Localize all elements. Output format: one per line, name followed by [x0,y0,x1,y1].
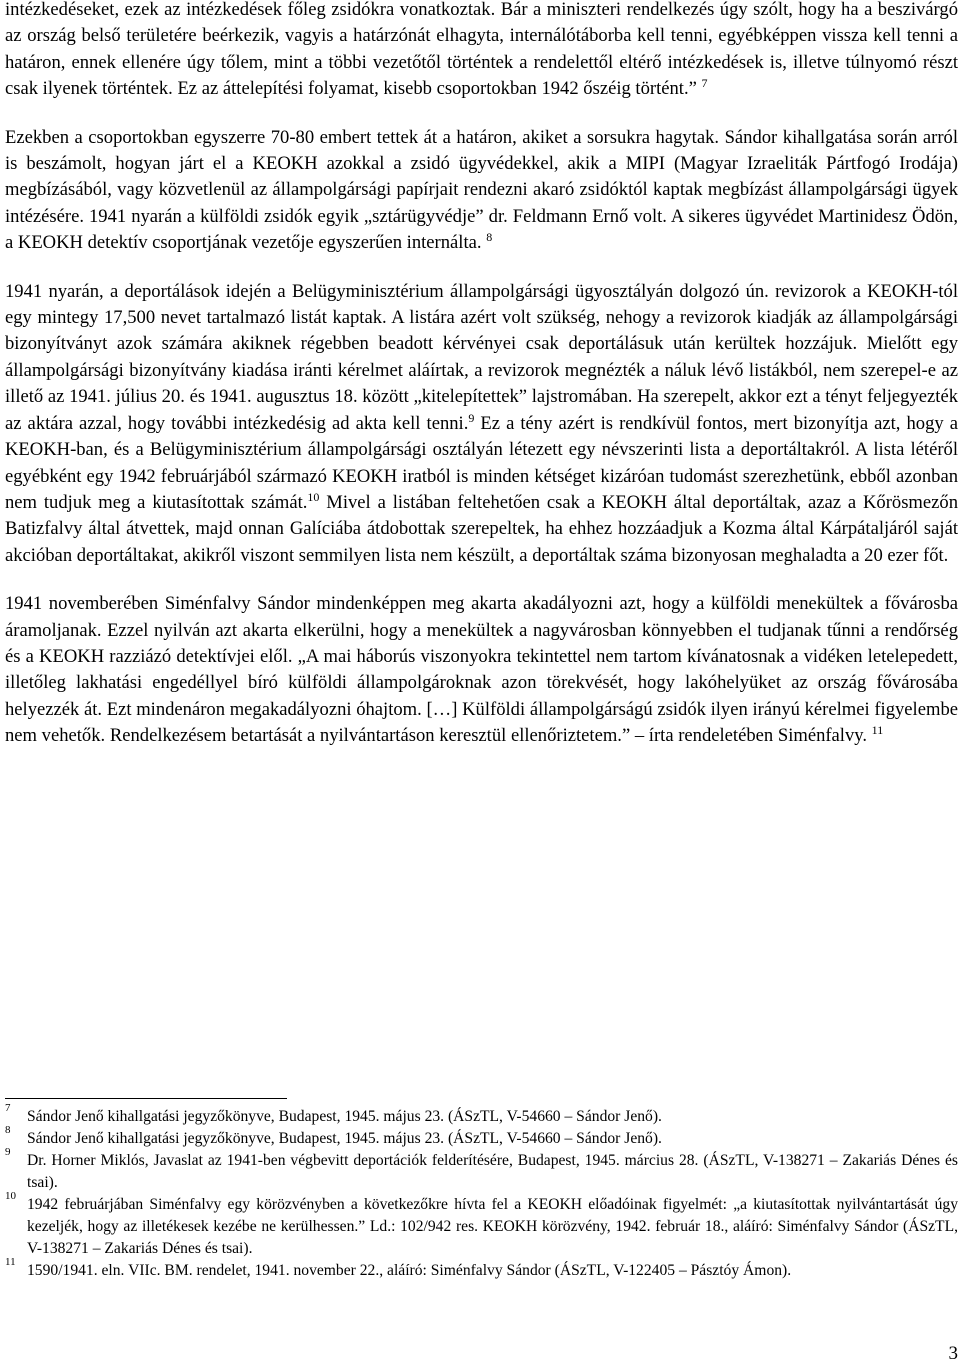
footnote-number: 9 [5,1146,11,1158]
footnote-ref-10: 10 [307,489,320,504]
footnote-8 [5,1124,958,1150]
footnote-11 [5,1256,958,1282]
footnote-ref-8: 8 [486,230,493,245]
footnote-9 [5,1146,958,1194]
footnote-7 [5,1102,958,1128]
page-number: 3 [948,1343,958,1364]
paragraph-3-text-cont2: Mivel a listában feltehetően csak a KEOKH által deportáltak, azaz a Kőrösmezőn Batizfalvy által átvettek, majd onnan Galíciába átdobottak szerepeltek, ha ehhez hozzáadjuk a Kozma által Kárpátaljáról saját akcióban deportáltakat, akikről viszont semmilyen lista nem készült, a deportáltak száma bizonyosan meghaladta a 20 ezer főt. [5,491,958,566]
footnote-number: 10 [5,1190,16,1202]
footnote-text: 1942 februárjában Siménfalvy egy körözvényben a következőkre hívta fel a KEOKH előadóinak figyelmét: „a kiutasítottak nyilvántartását úgy kezeljék, hogy az illetékesek kezébe ne kerülhessen.” Ld.: 102/942 res. KEOKH körözvény, 1942. február 18., aláíró: Siménfalvy Sándor (ÁSzTL, V-138271 – Zakariás Dénes és tsai). [27,1196,958,1257]
paragraph-3 [5,279,958,569]
paragraph-1-text: intézkedéseket, ezek az intézkedések főleg zsidókra vonatkoztak. Bár a miniszteri rendelkezés úgy szólt, hogy ha a beszivárgó az ország belső területére beérkezik, vagyis a határzónát elhagyta, internálótáborba kell tenni, egyébképpen vissza kell tenni a határon, ennek ellenére úgy tőlem, mint a többi vezetőtől történtek a rendelettől eltérő intézkedések is, illetve túlnyomó részt csak ilyenek történtek. Ez az áttelepítési folyamat, kisebb csoportokban 1942 őszéig történt.” [5,0,958,100]
footnote-10 [5,1190,958,1260]
footnotes [5,1102,958,1282]
footnote-ref-7: 7 [701,76,708,91]
paragraph-4-text: 1941 novemberében Siménfalvy Sándor mindenképpen meg akarta akadályozni azt, hogy a külföldi menekültek a fővárosba áramoljanak. Ezzel nyilván azt akarta elkerülni, hogy a menekültek a nagyvárosban könnyebben el tudjanak tűnni a rendőrség és a KEOKH razziázó detektívjei elől. „A mai háborús viszonyokra tekintettel nem tartom kívánatosnak a vidéken letelepedett, illetőleg lakhatási engedéllyel bíró külföldi állampolgároknak azon törekvését, hogy lakóhelyüket az ország fővárosába helyezzék át. Ezt mindenáron megakadályozni óhajtom. […] Külföldi állampolgárságú zsidók ilyen irányú kérelmei figyelembe nem vehetők. Rendelkezésem betartását a nyilvántartáson keresztül ellenőriztetem.” – írta rendeletében Siménfalvy. [5,593,958,747]
footnote-text: Dr. Horner Miklós, Javaslat az 1941-ben végbevitt deportációk felderítésére, Budapest, 1945. március 28. (ÁSzTL, V-138271 – Zakariás Dénes és tsai). [27,1152,958,1191]
footnote-number: 7 [5,1102,11,1114]
paragraph-2-text: Ezekben a csoportokban egyszerre 70-80 embert tettek át a határon, akiket a sorsukra hagytak. Sándor kihallgatása során arról is beszámolt, hogyan járt el a KEOKH azokkal a zsidó ügyvédekkel, akik a MIPI (Magyar Izraeliták Pártfogó Irodája) megbízásából, vagy közvetlenül az állampolgársági papírjait rendezni akaró zsidóktól kaptak megbízást állampolgársági ügyek intézésére. 1941 nyarán a külföldi zsidók egyik „sztárügyvédje” dr. Feldmann Ernő volt. A sikeres ügyvédet Martinidesz Ödön, a KEOKH detektív csoportjának vezetője egyszerűen internálta. [5,126,958,254]
footnote-text: Sándor Jenő kihallgatási jegyzőkönyve, Budapest, 1945. május 23. (ÁSzTL, V-54660 – Sándor Jenő). [27,1108,662,1125]
paragraph-4 [5,591,958,749]
footnote-text: 1590/1941. eln. VIIc. BM. rendelet, 1941. november 22., aláíró: Siménfalvy Sándor (ÁSzTL, V-122405 – Pásztóy Ámon). [27,1262,792,1279]
footnote-number: 11 [5,1256,16,1268]
paragraph-1 [5,0,958,103]
paragraph-2 [5,125,958,257]
footnote-separator [5,1098,287,1099]
footnote-number: 8 [5,1124,11,1136]
footnote-ref-9: 9 [468,410,475,425]
paragraph-3-text: 1941 nyarán, a deportálások idején a Belügyminisztérium állampolgársági ügyosztályán dolgozó ún. revizorok a KEOKH-tól egy mintegy 17,500 nevet tartalmazó listát kaptak. A listára azért volt szükség, nehogy a revizorok kiadják az állampolgársági bizonyítványt azok számára akiknek régebben beadott kérvényei csak deportálásuk után kerültek hozzájuk. Mielőtt egy állampolgársági bizonyítvány kiadása iránti kérelmet aláírtak, a revizorok megnézték a náluk lévő listákból, nem szerepel-e az illető az 1941. július 20. és 1941. augusztus 18. között „kitelepítettek” lajstromában. Ha szerepelt, akkor ezt a tényt feljegyezték az aktára azzal, hogy további intézkedésig ad akta kell tenni. [5,280,958,434]
paragraph-3-text-cont: Ez a tény azért is rendkívül fontos, mert bizonyítja azt, hogy a KEOKH-ban, és a Belügyminisztérium állampolgársági osztályán létezett egy névszerinti lista a deportáltakról. A lista létéről egyébként egy 1942 februárjából származó KEOKH iratból is minden kétséget kizáróan tudomást szerezhetünk, ebből azonban nem tudjuk meg a kiutasítottak számát. [5,412,958,513]
body-text [5,0,958,750]
footnote-ref-11: 11 [871,722,884,737]
footnote-text: Sándor Jenő kihallgatási jegyzőkönyve, Budapest, 1945. május 23. (ÁSzTL, V-54660 – Sándor Jenő). [27,1130,662,1147]
